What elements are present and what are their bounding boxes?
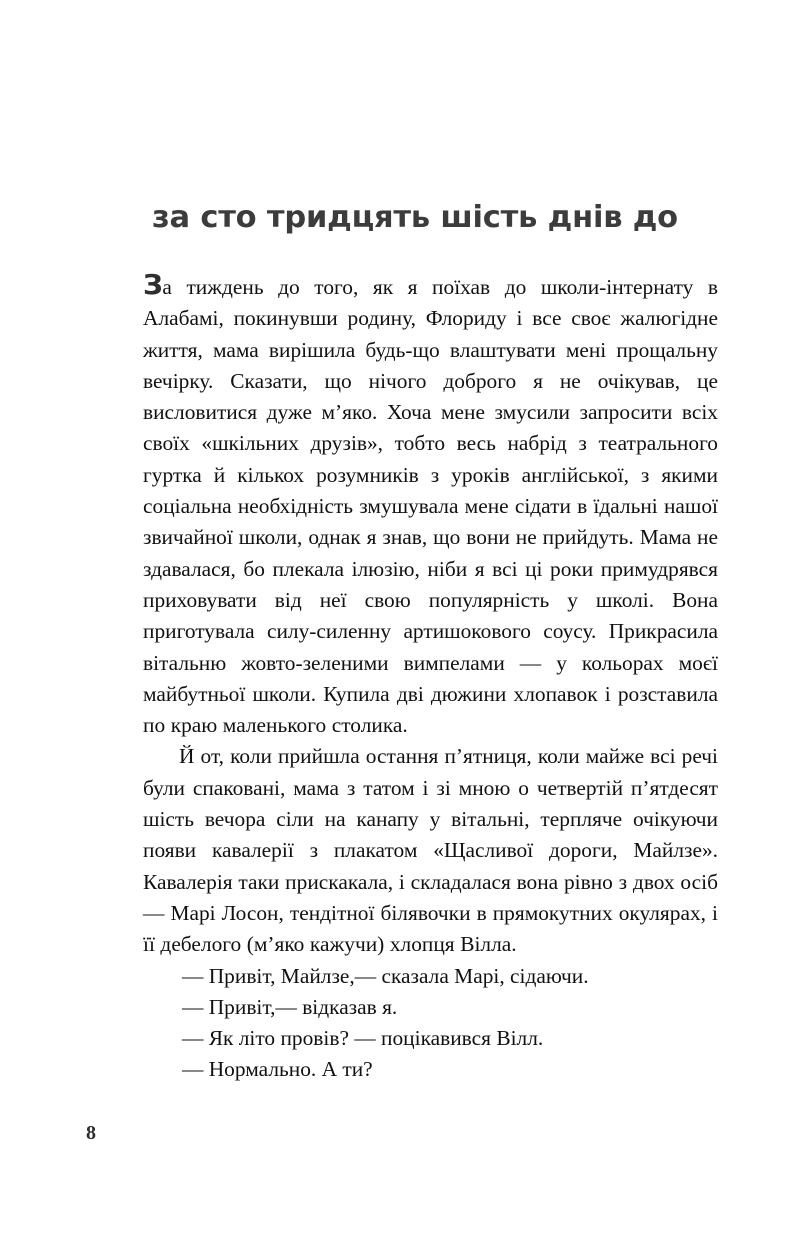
text-column — [143, 268, 718, 1086]
dialogue-block — [143, 961, 718, 1086]
paragraph-1 — [143, 268, 718, 741]
chapter-title: за сто тридцять шість днів до — [152, 200, 678, 236]
page-number: 8 — [86, 1122, 96, 1144]
dialogue-line: — Нормально. А ти? — [182, 1057, 373, 1082]
initial-cap: З — [143, 268, 163, 301]
dialogue-line: — Привіт,— відказав я. — [182, 994, 398, 1019]
dialogue-line: — Як літо провів? — поцікавився Вілл. — [182, 1026, 544, 1051]
paragraph-1-text: а тиждень до того, як я поїхав до школи-інтернату в Алабамі, покинувши родину, Флориду і все своє жалюгідне життя, мама вирішила будь-що влаштувати мені прощальну вечірку. Сказати, що нічого доброго я не очікував, це висловитися дуже м’яко. Хоча мене змусили запросити всіх своїх «шкільних друзів», тобто весь набрід з театрального гуртка й кількох розумників з уроків англійської, з якими соціальна необхідність змушувала мене сідати в їдальні нашої звичайної школи, однак я знав, що вони не прийдуть. Мама не здавалася, бо плекала ілюзію, ніби я всі ці роки примудрявся приховувати від неї свою популярність у школі. Вона приготувала силу-силенну артишокового соусу. Прикрасила вітальню жовто-зеленими вимпелами — у кольорах моєї майбутньої школи. Купила дві дюжини хлопавок і розставила по краю маленького столика. — [143, 275, 718, 738]
dialogue-line: — Привіт, Майлзе,— сказала Марі, сідаючи. — [182, 963, 589, 988]
paragraph-2: Й от, коли прийшла остання п’ятниця, коли майже всі речі були спаковані, мама з татом і зі мною о четвертій п’ятдесят шість вечора сіли на канапу у вітальні, терпляче очікуючи появи кавалерії з плакатом «Щасливої дороги, Майлзе». Кавалерія таки прискакала, і складалася вона рівно з двох осіб — Марі Лосон, тендітної білявочки в прямокутних окулярах, і її дебелого (м’яко кажучи) хлопця Вілла. — [143, 744, 718, 957]
